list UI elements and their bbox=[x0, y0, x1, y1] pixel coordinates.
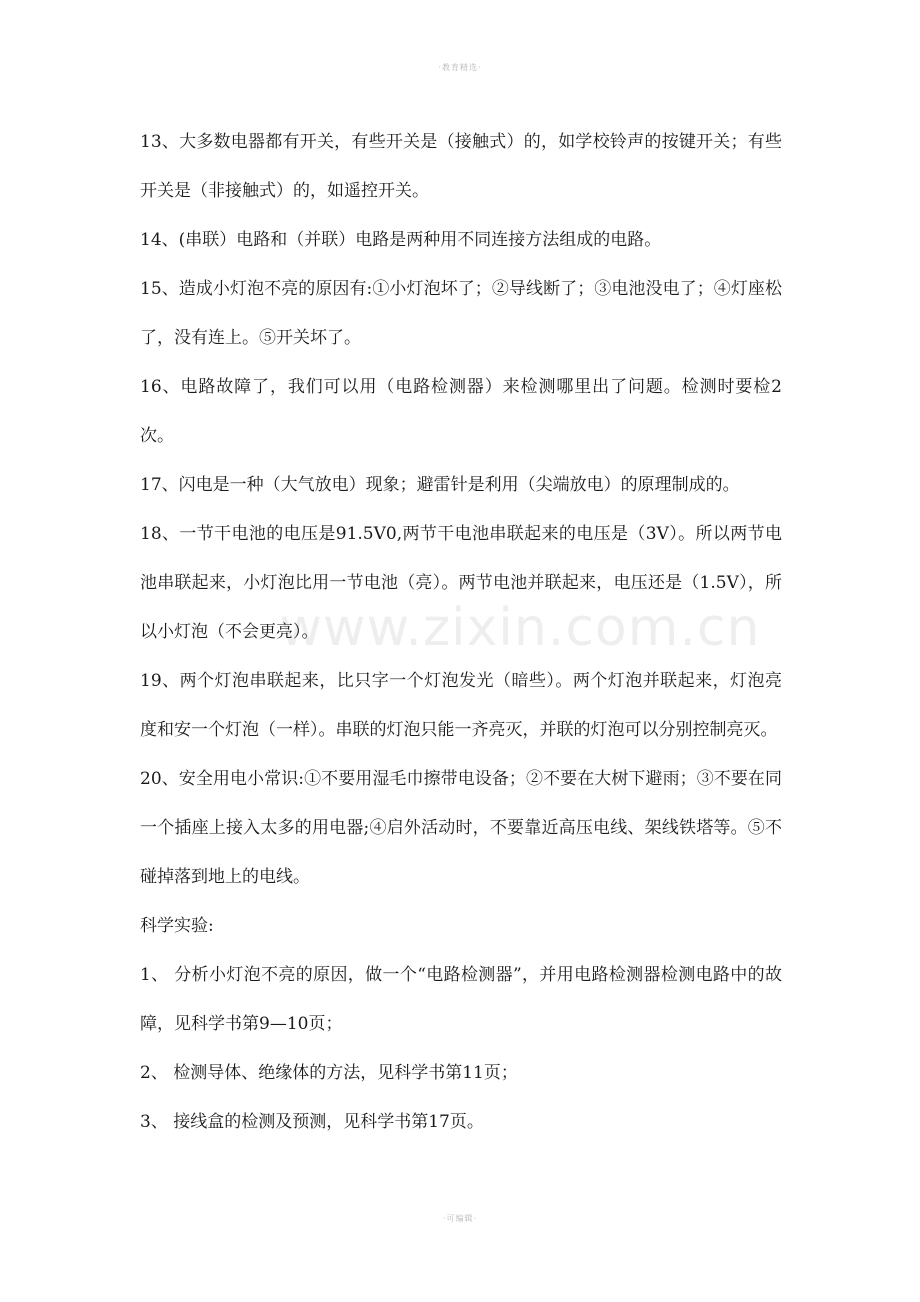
watermark: www.zixin.com.cn bbox=[279, 598, 761, 658]
paragraph-18: 18、一节干电池的电压是91.5V0,两节干电池串联起来的电压是（3V）。所以两节电池串联起来，小灯泡比用一节电池（亮）。两节电池并联起来，电压还是（1.5V），所以小灯泡（不会更亮）。 bbox=[140, 524, 782, 642]
page-footer: ·可编辑· bbox=[442, 1214, 478, 1223]
paragraph-17: 17、闪电是一种（大气放电）现象；避雷针是利用（尖端放电）的原理制成的。 bbox=[140, 475, 740, 495]
document-body bbox=[140, 118, 782, 1147]
paragraph-13: 13、大多数电器都有开关，有些开关是（接触式）的，如学校铃声的按键开关；有些开关是（非接触式）的，如遥控开关。 bbox=[140, 132, 782, 201]
paragraph-14: 14、(串联）电路和（并联）电路是两种用不同连接方法组成的电路。 bbox=[140, 230, 662, 250]
experiment-item-1: 1、 分析小灯泡不亮的原因，做一个“电路检测器”，并用电路检测器检测电路中的故障，见科学书第9—10页； bbox=[140, 965, 782, 1034]
section-heading-experiments: 科学实验: bbox=[140, 916, 214, 936]
paragraph-16: 16、电路故障了，我们可以用（电路检测器）来检测哪里出了问题。检测时要检2次。 bbox=[140, 377, 782, 446]
paragraph-20: 20、安全用电小常识:①不要用湿毛巾擦带电设备；②不要在大树下避雨；③不要在同一个插座上接入太多的用电器;④启外活动时，不要靠近高压电线、架线铁塔等。⑤不碰掉落到地上的电线。 bbox=[140, 769, 782, 887]
experiment-item-3: 3、 接线盒的检测及预测，见科学书第17页。 bbox=[140, 1112, 484, 1132]
paragraph-15: 15、造成小灯泡不亮的原因有:①小灯泡坏了；②导线断了；③电池没电了；④灯座松了，没有连上。⑤开关坏了。 bbox=[140, 279, 782, 348]
paragraph-19: 19、两个灯泡串联起来，比只字一个灯泡发光（暗些）。两个灯泡并联起来，灯泡亮度和安一个灯泡（一样）。串联的灯泡只能一齐亮灭，并联的灯泡可以分别控制亮灭。 bbox=[140, 671, 782, 740]
experiment-item-2: 2、 检测导体、绝缘体的方法，见科学书第11页； bbox=[140, 1063, 518, 1083]
page-header: ·教育精选· bbox=[438, 63, 482, 72]
